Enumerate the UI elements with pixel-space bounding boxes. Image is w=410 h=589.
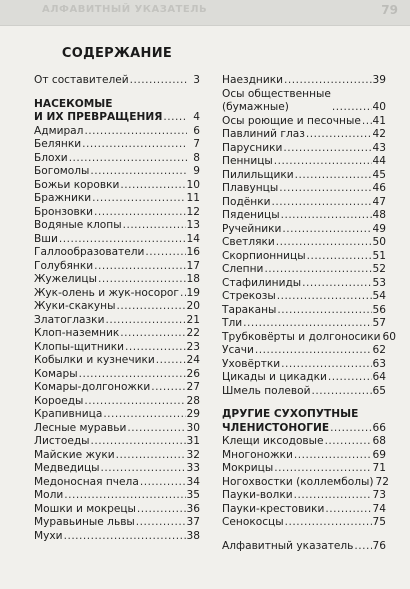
toc-entry xyxy=(34,489,200,503)
toc-entry-name: Светляки xyxy=(222,236,275,248)
toc-right-column xyxy=(222,74,397,553)
toc-entry xyxy=(222,223,386,237)
toc-entry-page: 12 xyxy=(186,205,200,218)
toc-entry-page: 31 xyxy=(186,435,200,447)
toc-entry xyxy=(222,449,386,463)
dot-leader xyxy=(330,422,371,436)
dot-leader xyxy=(64,530,186,544)
toc-entry-page: 6 xyxy=(193,124,200,137)
toc-entry xyxy=(222,358,386,372)
toc-entry xyxy=(222,462,386,476)
toc-entry xyxy=(34,408,200,422)
dot-leader xyxy=(325,503,371,517)
toc-entry xyxy=(34,179,200,193)
dot-leader xyxy=(279,182,371,196)
toc-entry-name: Осы общественные (бумажные) xyxy=(222,87,331,113)
toc-entry xyxy=(222,516,386,530)
toc-entry-name: Наездники xyxy=(222,74,284,86)
toc-entry xyxy=(222,385,386,399)
dot-leader xyxy=(285,516,372,530)
dot-leader xyxy=(362,115,372,129)
toc-entry xyxy=(34,138,200,152)
dot-leader xyxy=(354,540,371,554)
toc-entry-page: 66 xyxy=(372,421,386,434)
toc-entry xyxy=(34,260,200,274)
toc-entry xyxy=(222,115,386,129)
toc-entry-name: Медведицы xyxy=(34,462,100,474)
toc-entry-page: 11 xyxy=(186,192,200,204)
dot-leader xyxy=(255,344,372,358)
dot-leader xyxy=(59,233,186,247)
toc-entry-page: 17 xyxy=(186,259,200,272)
toc-entry xyxy=(34,354,200,368)
dot-leader xyxy=(243,317,371,331)
toc-entry-page: 53 xyxy=(372,276,386,289)
toc-entry-name: Короеды xyxy=(34,394,84,407)
toc-entry-name: Голубянки xyxy=(34,259,94,272)
toc-entry-page: 37 xyxy=(186,516,200,528)
dot-leader xyxy=(151,381,185,395)
toc-entries-insects-continued xyxy=(222,74,397,398)
toc-entry-name: Ногохвостки (коллемболы) xyxy=(222,475,374,488)
dot-leader xyxy=(140,476,186,490)
toc-entry xyxy=(34,273,200,287)
dot-leader xyxy=(274,462,371,476)
toc-entry xyxy=(34,152,200,166)
dot-leader xyxy=(94,206,185,220)
toc-entry-page: 57 xyxy=(372,317,386,329)
toc-entry-name: Клопы-щитники xyxy=(34,340,125,353)
toc-entry-name: Жужелицы xyxy=(34,273,97,285)
toc-entry xyxy=(34,516,200,530)
toc-entry xyxy=(222,317,386,331)
toc-entry-page: 7 xyxy=(193,138,200,150)
toc-entry-page: 68 xyxy=(372,435,386,447)
toc-entry xyxy=(222,290,386,304)
dot-leader xyxy=(307,250,372,264)
dot-leader xyxy=(274,155,372,169)
toc-entry-name: Клещи иксодовые xyxy=(222,435,324,447)
toc-entry-page: 39 xyxy=(372,74,386,86)
toc-entry-name: Жуки-скакуны xyxy=(34,300,116,312)
section-heading-insects: НАСЕКОМЫЕ xyxy=(34,97,113,110)
toc-entry-page: 40 xyxy=(372,101,386,113)
toc-entry-name: Многоножки xyxy=(222,448,293,461)
toc-entry-page: 38 xyxy=(186,529,200,542)
toc-entry xyxy=(222,475,389,490)
toc-entry-name: Пилильщики xyxy=(222,168,294,181)
toc-entry xyxy=(222,209,386,223)
toc-entry-page: 28 xyxy=(186,394,200,407)
toc-entry-page: 48 xyxy=(372,209,386,221)
dot-leader xyxy=(277,290,372,304)
toc-entry-page: 73 xyxy=(372,489,386,501)
toc-entry-name: Парусники xyxy=(222,141,283,154)
dot-leader xyxy=(302,277,371,291)
dot-leader xyxy=(284,74,371,88)
toc-entry xyxy=(34,246,200,260)
toc-entry xyxy=(34,476,200,490)
dot-leader xyxy=(332,101,372,115)
dot-leader xyxy=(294,449,372,463)
toc-entry-name: Пяденицы xyxy=(222,209,280,221)
dot-leader xyxy=(180,287,186,301)
toc-entry-page: 18 xyxy=(186,273,200,285)
page-number: 79 xyxy=(381,3,398,17)
dot-leader xyxy=(145,246,185,260)
toc-entry-name: Шмель полевой xyxy=(222,384,311,397)
toc-entry-name: Адмирал xyxy=(34,124,84,137)
dot-leader xyxy=(92,192,185,206)
toc-entry-name: Трубковёрты и долгоносики xyxy=(222,330,381,343)
toc-entry-name: Галлообразователи xyxy=(34,246,145,258)
toc-entry-page: 72 xyxy=(375,475,389,488)
toc-entry-intro xyxy=(34,74,200,88)
toc-entry xyxy=(222,142,386,156)
dot-leader xyxy=(123,219,186,233)
toc-entry xyxy=(34,435,200,449)
toc-entry-name: Мошки и мокрецы xyxy=(34,502,136,515)
dot-leader xyxy=(84,395,185,409)
toc-entry-name: Пенницы xyxy=(222,155,273,167)
toc-entry-name: Цикады и цикадки xyxy=(222,371,327,383)
toc-entry xyxy=(222,169,386,183)
dot-leader xyxy=(82,138,187,152)
toc-entry-page: 22 xyxy=(186,327,200,339)
dot-leader xyxy=(325,435,372,449)
dot-leader xyxy=(84,125,187,139)
toc-entry-page: 51 xyxy=(372,249,386,262)
toc-entry-name: Богомолы xyxy=(34,165,90,177)
toc-entry-page: 46 xyxy=(372,182,386,194)
toc-entry-page: 32 xyxy=(186,448,200,461)
toc-entry xyxy=(222,489,386,503)
toc-entry-name: Клоп-наземник xyxy=(34,327,120,339)
toc-entry-name: Сенокосцы xyxy=(222,516,284,528)
toc-entries-insects xyxy=(34,125,200,544)
toc-entry-name: Тараканы xyxy=(222,303,277,316)
toc-entry xyxy=(222,435,386,449)
toc-entry-name: Осы роющие и песочные xyxy=(222,114,361,127)
toc-entry xyxy=(34,368,200,382)
toc-entry xyxy=(222,155,386,169)
toc-entry-name: Плавунцы xyxy=(222,182,279,194)
toc-entry xyxy=(34,287,200,301)
toc-entry-page: 21 xyxy=(186,313,200,326)
toc-entry-name: Божьи коровки xyxy=(34,178,120,191)
dot-leader xyxy=(136,516,186,530)
toc-entry-page: 29 xyxy=(186,408,200,420)
section-heading-arthropods: ДРУГИЕ СУХОПУТНЫЕ xyxy=(222,408,359,420)
toc-entry xyxy=(222,236,386,250)
dot-leader xyxy=(116,449,186,463)
toc-entry-name: Пауки-крестовики xyxy=(222,502,325,515)
toc-entry-page: 3 xyxy=(193,74,200,86)
toc-entry-page: 44 xyxy=(372,155,386,167)
toc-entry-page: 42 xyxy=(372,128,386,140)
toc-entry-name: Златоглазки xyxy=(34,313,105,326)
toc-entry xyxy=(222,371,386,385)
dot-leader xyxy=(130,74,187,88)
toc-entry-page: 35 xyxy=(186,489,200,501)
toc-entry-page: 14 xyxy=(186,232,200,245)
dot-leader xyxy=(103,408,185,422)
toc-entry-page: 26 xyxy=(186,367,200,380)
toc-entry-name: Уховёртки xyxy=(222,357,281,370)
toc-entry xyxy=(34,300,200,314)
toc-entry xyxy=(34,449,200,463)
toc-entry xyxy=(34,233,200,247)
toc-entry-page: 10 xyxy=(186,178,200,191)
toc-entry-page: 30 xyxy=(186,421,200,434)
toc-entry xyxy=(34,530,200,544)
toc-entry-page: 34 xyxy=(186,475,200,488)
toc-entry-name: Комары xyxy=(34,367,78,380)
toc-entry-name: Мокрицы xyxy=(222,462,274,474)
toc-entry-page: 8 xyxy=(193,151,200,164)
toc-entry-page: 45 xyxy=(372,168,386,181)
toc-entry-name: Пауки-волки xyxy=(222,489,293,501)
toc-entry-page: 63 xyxy=(372,357,386,370)
page-title: СОДЕРЖАНИЕ xyxy=(61,46,173,61)
toc-entry-name: Медоносная пчела xyxy=(34,475,139,488)
toc-entry-name: Комары-долгоножки xyxy=(34,381,151,393)
toc-entry-page: 47 xyxy=(372,195,386,208)
toc-entry xyxy=(34,314,200,328)
toc-entry-name: Листоеды xyxy=(34,435,90,447)
toc-entry-page: 69 xyxy=(372,448,386,461)
toc-entry xyxy=(34,422,200,436)
toc-entry-page: 41 xyxy=(372,114,386,127)
dot-leader xyxy=(94,260,185,274)
toc-entry xyxy=(34,341,200,355)
dot-leader xyxy=(277,304,371,318)
toc-entry xyxy=(222,344,386,358)
dot-leader xyxy=(276,236,372,250)
dot-leader xyxy=(306,128,372,142)
dot-leader xyxy=(101,462,186,476)
toc-entry-name: Слепни xyxy=(222,263,264,275)
toc-entry-page: 54 xyxy=(372,290,386,302)
dot-leader xyxy=(312,385,372,399)
dot-leader xyxy=(116,300,185,314)
section-heading-insects-line2: И ИХ ПРЕВРАЩЕНИЯ ..... 4 xyxy=(34,111,200,125)
toc-entry-name: Ручейники xyxy=(222,222,282,235)
toc-entry-page: 62 xyxy=(372,344,386,356)
toc-entry-name: Муравьиные львы xyxy=(34,516,135,528)
toc-entry xyxy=(34,381,200,395)
toc-entry xyxy=(222,196,386,210)
dot-leader xyxy=(137,503,186,517)
dot-leader xyxy=(281,209,372,223)
toc-entry-page: 52 xyxy=(372,263,386,275)
toc-entry-name: Моли xyxy=(34,489,64,501)
toc-entry-name: Стафилиниды xyxy=(222,276,302,289)
section-heading-arthropods-line2: ЧЛЕНИСТОНОГИЕ ..... 66 xyxy=(222,422,386,436)
dot-leader xyxy=(105,314,185,328)
toc-entry xyxy=(222,304,386,318)
toc-entry-page: 24 xyxy=(186,354,200,366)
toc-entry-page: 16 xyxy=(186,246,200,258)
toc-entry xyxy=(222,503,386,517)
toc-entry xyxy=(222,263,386,277)
toc-entry-page: 20 xyxy=(186,300,200,312)
toc-entry-name: Тли xyxy=(222,317,243,329)
toc-entry-page: 13 xyxy=(186,219,200,231)
toc-entry-name: Стрекозы xyxy=(222,290,276,302)
dot-leader xyxy=(90,165,187,179)
toc-entry-page: 71 xyxy=(372,462,386,474)
toc-entry-page: 19 xyxy=(186,286,200,299)
toc-entry xyxy=(222,74,386,88)
toc-entry-page: 74 xyxy=(372,502,386,515)
toc-entry-page: 33 xyxy=(186,462,200,474)
dot-leader xyxy=(156,354,186,368)
toc-entry-page: 76 xyxy=(372,539,386,552)
toc-entry xyxy=(34,395,200,409)
dot-leader xyxy=(295,169,372,183)
dot-leader xyxy=(98,273,186,287)
dot-leader xyxy=(282,223,371,237)
toc-entry-name: Скорпионницы xyxy=(222,249,306,262)
toc-entry xyxy=(222,182,386,196)
dot-leader xyxy=(272,196,372,210)
toc-entry-name: Павлиний глаз xyxy=(222,128,305,140)
toc-entry-name: Блохи xyxy=(34,151,68,164)
toc-entry-page: 56 xyxy=(372,303,386,316)
dot-leader xyxy=(127,422,185,436)
toc-entry-page: 65 xyxy=(372,384,386,397)
dot-leader xyxy=(283,142,371,156)
toc-entry-page: 36 xyxy=(186,502,200,515)
toc-entry xyxy=(34,192,200,206)
toc-entry-name: Водяные клопы xyxy=(34,219,122,231)
running-title: АЛФАВИТНЫЙ УКАЗАТЕЛЬ xyxy=(42,4,208,15)
toc-entry xyxy=(34,462,200,476)
toc-entry-page: 23 xyxy=(186,340,200,353)
dot-leader xyxy=(294,489,372,503)
toc-entry-page: 60 xyxy=(382,330,397,343)
toc-entry-page: 4 xyxy=(193,111,200,123)
toc-entry xyxy=(222,330,397,345)
dot-leader xyxy=(64,489,185,503)
dot-leader xyxy=(120,179,185,193)
toc-entry xyxy=(222,128,386,142)
toc-entry-name: Бражники xyxy=(34,192,92,204)
toc-entry-name: От составителей xyxy=(34,74,129,86)
toc-entry-index xyxy=(222,540,386,554)
toc-entry xyxy=(34,219,200,233)
dot-leader xyxy=(328,371,372,385)
dot-leader xyxy=(69,152,187,166)
toc-entry xyxy=(222,88,386,115)
page-header-band xyxy=(0,0,410,26)
dot-leader xyxy=(79,368,186,382)
toc-entry-name: Вши xyxy=(34,232,58,245)
toc-entry-name: Мухи xyxy=(34,529,63,542)
dot-leader xyxy=(163,111,187,125)
toc-entry-name: Крапивница xyxy=(34,408,103,420)
toc-entry-name: Подёнки xyxy=(222,195,271,208)
toc-entry-name: Белянки xyxy=(34,138,82,150)
dot-leader xyxy=(91,435,186,449)
toc-left-column xyxy=(34,74,200,543)
toc-entry xyxy=(34,327,200,341)
toc-entry-name: Жук-олень и жук-носорог xyxy=(34,286,179,299)
toc-entry-page: 49 xyxy=(372,222,386,235)
toc-entry-name: Бронзовки xyxy=(34,205,94,218)
toc-entry-name: Алфавитный указатель xyxy=(222,539,354,552)
toc-entry xyxy=(34,125,200,139)
toc-entry-name: Майские жуки xyxy=(34,448,115,461)
dot-leader xyxy=(120,327,185,341)
toc-entry xyxy=(222,250,386,264)
dot-leader xyxy=(264,263,371,277)
toc-entry xyxy=(34,503,200,517)
toc-entry xyxy=(34,206,200,220)
toc-entry-page: 27 xyxy=(186,381,200,393)
toc-entry-page: 64 xyxy=(372,371,386,383)
toc-entry xyxy=(222,277,386,291)
toc-entry-name: Кобылки и кузнечики xyxy=(34,354,155,366)
toc-entry-page: 75 xyxy=(372,516,386,528)
toc-entries-arthropods xyxy=(222,435,389,530)
dot-leader xyxy=(281,358,371,372)
dot-leader xyxy=(125,341,185,355)
toc-entry-name: Лесные муравьи xyxy=(34,421,127,434)
toc-entry-page: 9 xyxy=(193,165,200,177)
toc-entry-page: 43 xyxy=(372,141,386,154)
toc-entry xyxy=(34,165,200,179)
toc-entry-name: Усачи xyxy=(222,344,254,356)
toc-entry-page: 50 xyxy=(372,236,386,248)
